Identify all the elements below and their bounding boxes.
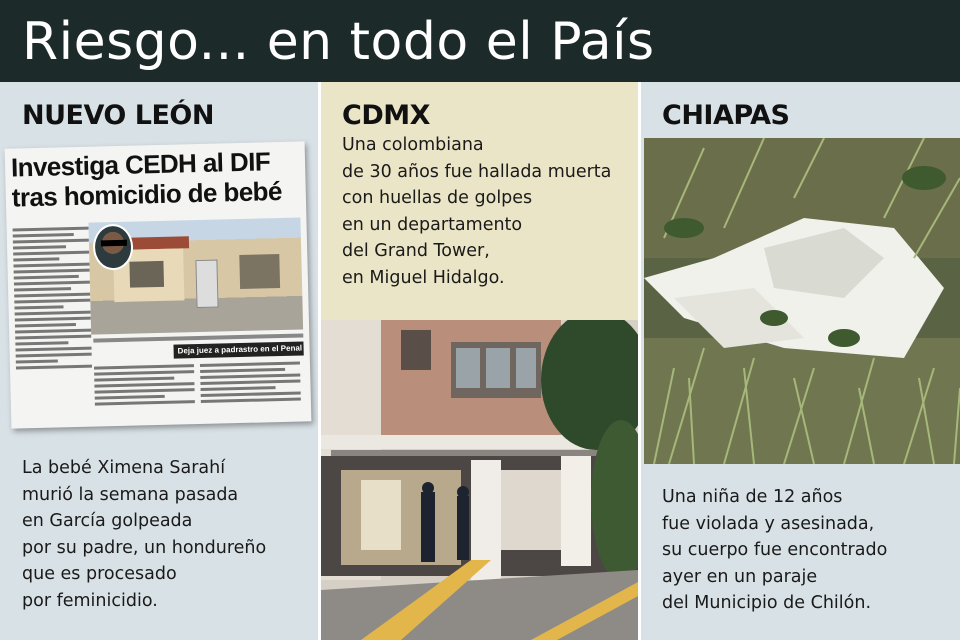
clipping-headline: Investiga CEDH al DIF tras homicidio de bebé [10,146,283,213]
clipping-text-block [13,227,92,373]
region-heading-nuevo-leon: NUEVO LEÓN [22,100,214,131]
cdmx-text: Una colombiana de 30 años fue hallada muerta con huellas de golpes en un departamento del Grand Tower, en Miguel Hidalgo. [342,135,612,288]
photo-building-cdmx [321,320,638,640]
chiapas-text: Una niña de 12 años fue violada y asesinada, su cuerpo fue encontrado ayer en un paraje del Municipio de Chilón. [662,487,888,613]
banner-title: Riesgo... en todo el País [0,0,960,82]
newspaper-clipping [5,141,312,428]
region-heading-cdmx: CDMX [342,100,430,131]
photo-scene-chiapas [644,138,960,464]
region-heading-chiapas: CHIAPAS [662,100,790,131]
clipping-subhead: Deja juez a padrastro en el Penal [173,341,303,358]
nuevo-leon-text: La bebé Ximena Sarahí murió la semana pasada en García golpeada por su padre, un hondureño que es procesado por feminicidio. [22,458,267,611]
